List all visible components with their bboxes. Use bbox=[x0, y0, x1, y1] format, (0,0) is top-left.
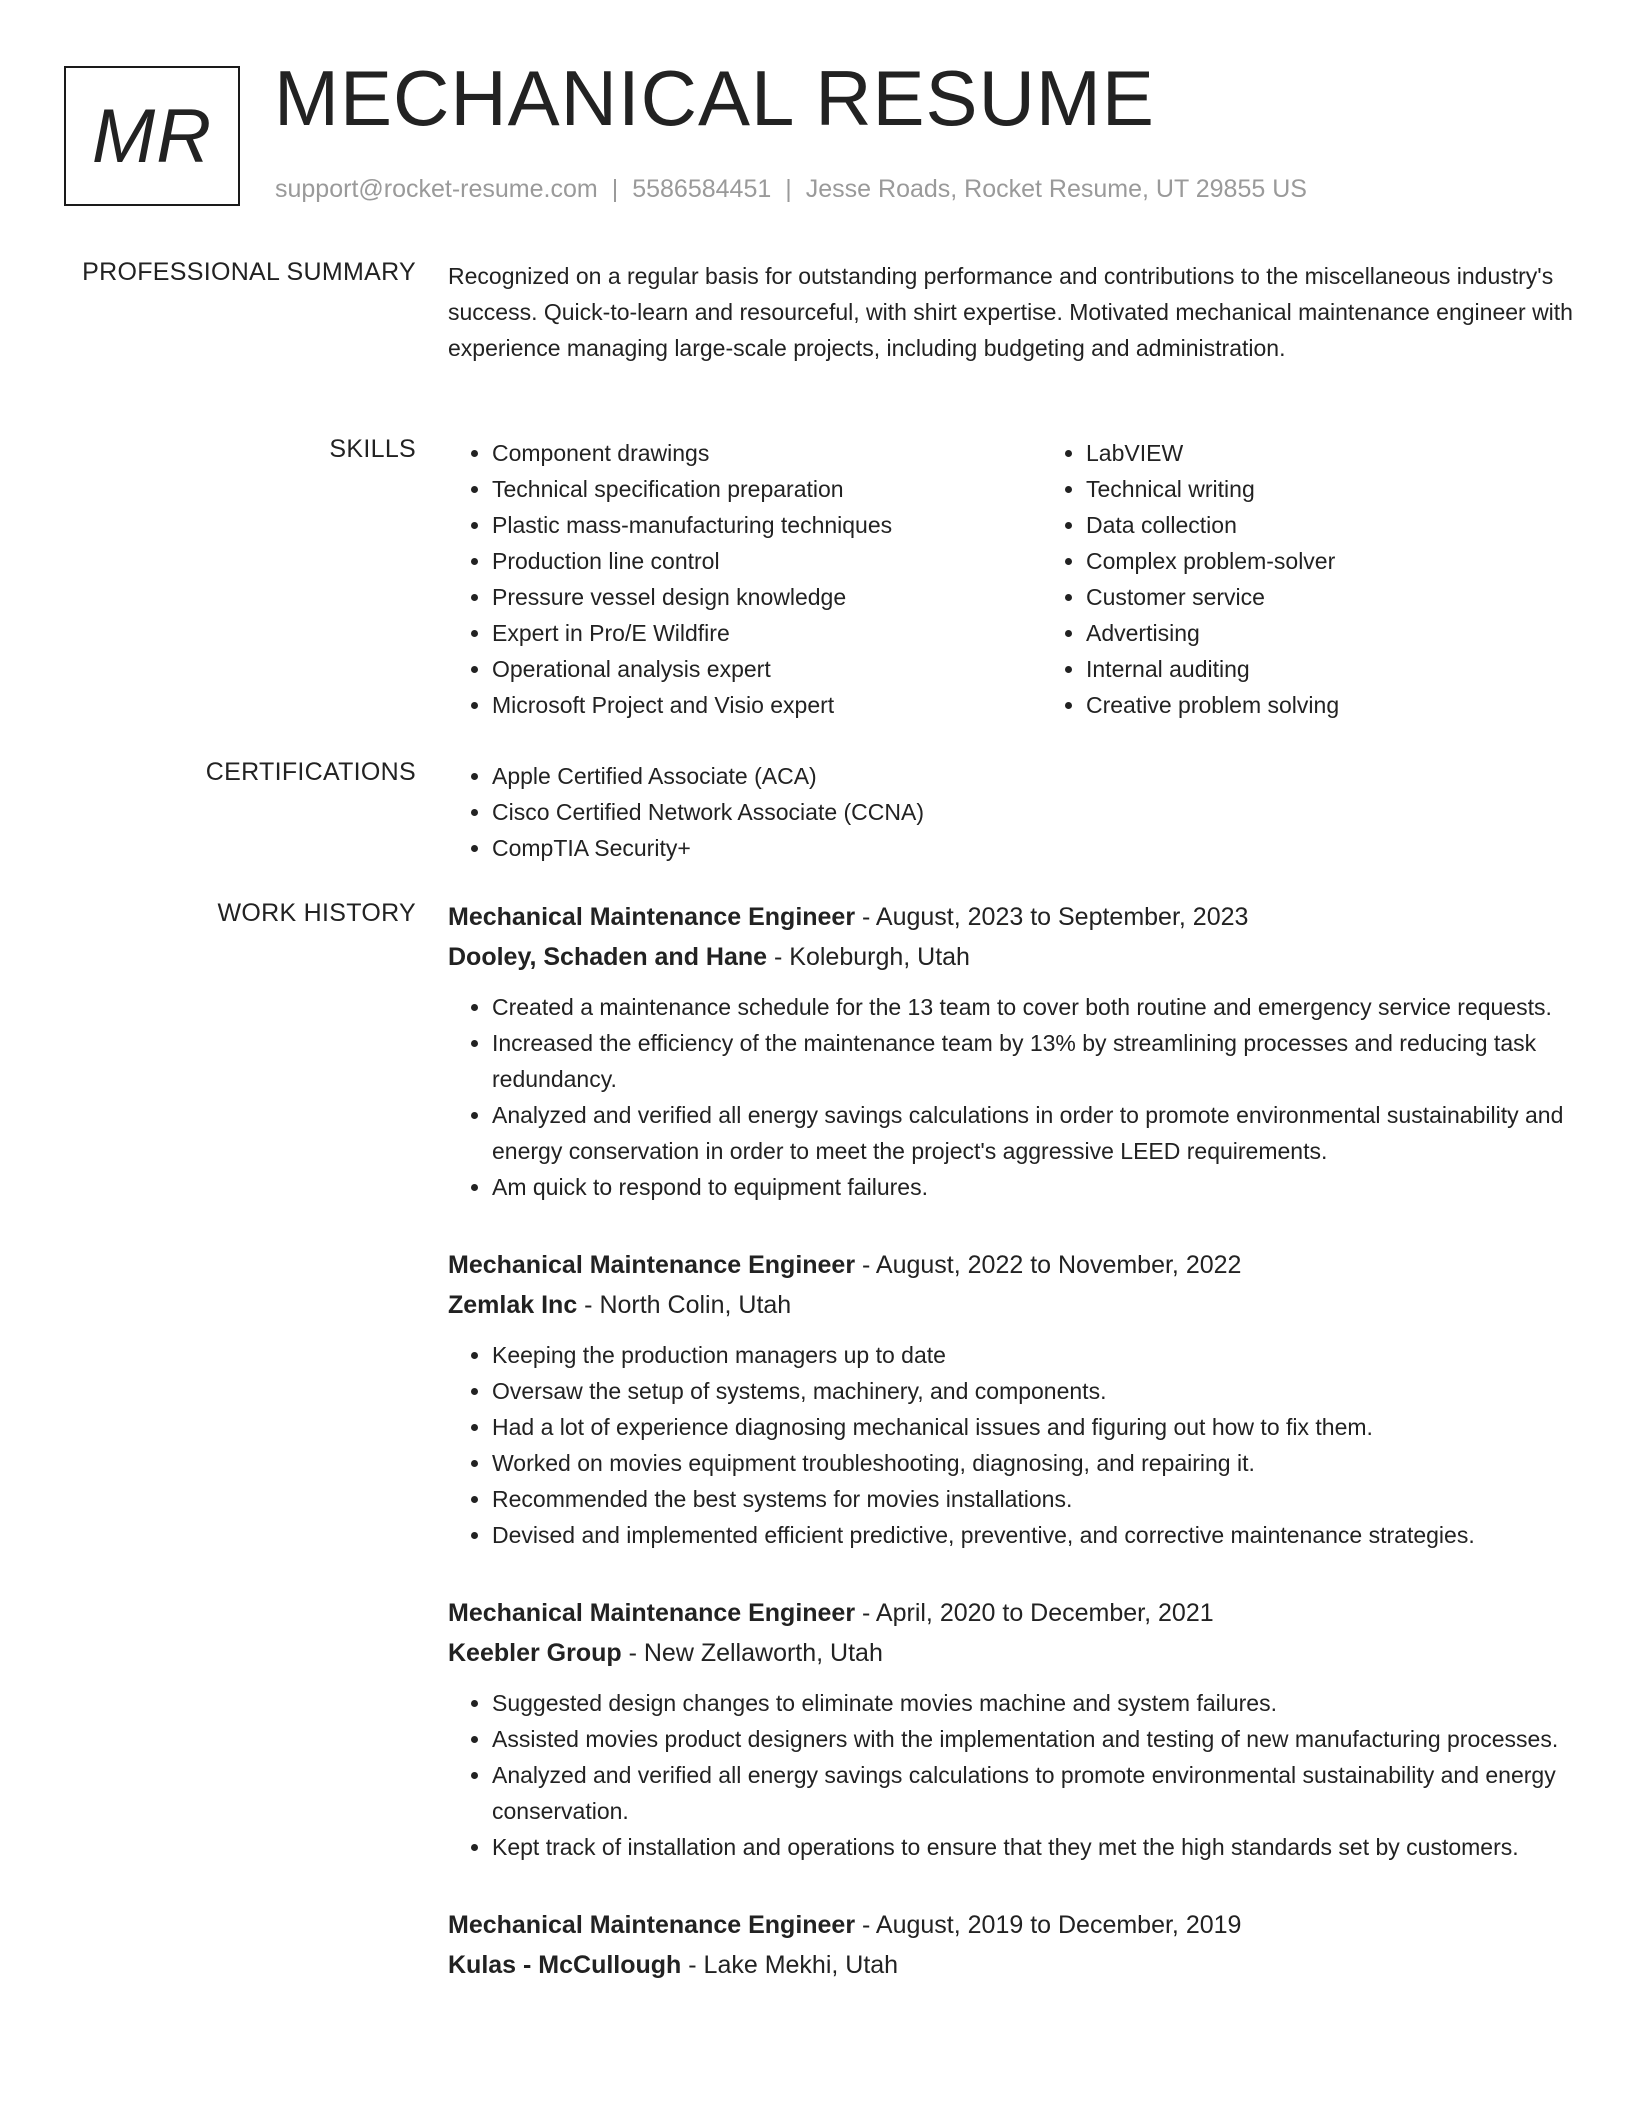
job-dates: - August, 2023 to September, 2023 bbox=[855, 903, 1249, 931]
job-entry bbox=[448, 1905, 1574, 1985]
skill-item: • Advertising bbox=[1086, 615, 1339, 651]
contact-address: Jesse Roads, Rocket Resume, UT 29855 US bbox=[805, 175, 1307, 203]
job-bullet: • Worked on movies equipment troubleshooting, diagnosing, and repairing it. bbox=[492, 1445, 1574, 1481]
skill-item: • Creative problem solving bbox=[1086, 687, 1339, 723]
skills-list-right bbox=[1042, 435, 1339, 723]
skill-item: • Customer service bbox=[1086, 579, 1339, 615]
section-label: CERTIFICATIONS bbox=[205, 758, 416, 786]
job-company-line bbox=[448, 1945, 1574, 1985]
monogram-initials: MR bbox=[91, 93, 213, 179]
skill-item: • Technical writing bbox=[1086, 471, 1339, 507]
skill-item: • Microsoft Project and Visio expert bbox=[492, 687, 1042, 723]
job-bullet: • Had a lot of experience diagnosing mechanical issues and figuring out how to fix them. bbox=[492, 1409, 1574, 1445]
job-bullet: • Analyzed and verified all energy savings calculations in order to promote environmental sustainability and energy conservation in order to meet the project's aggressive LEED requirements. bbox=[492, 1097, 1574, 1169]
job-location: - Lake Mekhi, Utah bbox=[681, 1951, 899, 1979]
contact-separator: | bbox=[611, 175, 619, 203]
monogram-box bbox=[64, 66, 240, 206]
section-label: SKILLS bbox=[329, 435, 416, 463]
job-company-line bbox=[448, 937, 1574, 977]
job-entry bbox=[448, 897, 1574, 1205]
section-label: WORK HISTORY bbox=[217, 899, 416, 927]
job-company-line bbox=[448, 1285, 1574, 1325]
job-bullet: • Am quick to respond to equipment failures. bbox=[492, 1169, 1574, 1205]
skill-item: • Operational analysis expert bbox=[492, 651, 1042, 687]
contact-line bbox=[275, 175, 1307, 204]
skill-item: • Complex problem-solver bbox=[1086, 543, 1339, 579]
job-company: Keebler Group bbox=[448, 1639, 622, 1667]
skills-list-left bbox=[448, 435, 1042, 723]
skill-item: • Pressure vessel design knowledge bbox=[492, 579, 1042, 615]
section-body bbox=[448, 758, 1574, 866]
skills-columns bbox=[448, 435, 1574, 723]
job-title: Mechanical Maintenance Engineer bbox=[448, 1251, 856, 1279]
job-entry bbox=[448, 1593, 1574, 1865]
job-bullet: • Created a maintenance schedule for the 13 team to cover both routine and emergency service requests. bbox=[492, 989, 1574, 1025]
skill-item: • Data collection bbox=[1086, 507, 1339, 543]
job-bullet: • Oversaw the setup of systems, machinery, and components. bbox=[492, 1373, 1574, 1409]
job-company: Kulas - McCullough bbox=[448, 1951, 682, 1979]
job-title: Mechanical Maintenance Engineer bbox=[448, 1911, 856, 1939]
certification-item: • CompTIA Security+ bbox=[492, 830, 1574, 866]
section-body bbox=[448, 897, 1574, 2025]
job-company-line bbox=[448, 1633, 1574, 1673]
contact-phone[interactable]: 5586584451 bbox=[632, 175, 772, 203]
job-bullet: • Devised and implemented efficient predictive, preventive, and corrective maintenance strategies. bbox=[492, 1517, 1574, 1553]
job-bullet: • Assisted movies product designers with the implementation and testing of new manufacturing processes. bbox=[492, 1721, 1574, 1757]
job-title: Mechanical Maintenance Engineer bbox=[448, 1599, 856, 1627]
job-dates: - August, 2022 to November, 2022 bbox=[855, 1251, 1242, 1279]
skill-item: • Production line control bbox=[492, 543, 1042, 579]
section-body bbox=[448, 258, 1574, 366]
certification-item: • Apple Certified Associate (ACA) bbox=[492, 758, 1574, 794]
job-bullet: • Suggested design changes to eliminate movies machine and system failures. bbox=[492, 1685, 1574, 1721]
job-bullets bbox=[448, 989, 1574, 1205]
job-bullet: • Kept track of installation and operations to ensure that they met the high standards set by customers. bbox=[492, 1829, 1574, 1865]
job-entry bbox=[448, 1245, 1574, 1553]
summary-text: Recognized on a regular basis for outstanding performance and contributions to the miscellaneous industry's success. Quick-to-learn and resourceful, with shirt expertise. Motivated mechanical maintenance engineer with experience managing large-scale projects, including budgeting and administration. bbox=[448, 263, 1573, 361]
skill-item: • Expert in Pro/E Wildfire bbox=[492, 615, 1042, 651]
skill-item: • Plastic mass-manufacturing techniques bbox=[492, 507, 1042, 543]
contact-separator: | bbox=[785, 175, 792, 203]
job-company: Dooley, Schaden and Hane bbox=[448, 943, 768, 971]
job-bullets bbox=[448, 1337, 1574, 1553]
section-label: PROFESSIONAL SUMMARY bbox=[82, 258, 416, 286]
job-title-line bbox=[448, 1245, 1574, 1285]
resume-title: MECHANICAL RESUME bbox=[274, 54, 1155, 142]
job-title-line bbox=[448, 1593, 1574, 1633]
job-location: - North Colin, Utah bbox=[577, 1291, 792, 1319]
job-bullet: • Keeping the production managers up to date bbox=[492, 1337, 1574, 1373]
certifications-list bbox=[448, 758, 1574, 866]
skill-item: • LabVIEW bbox=[1086, 435, 1339, 471]
job-dates: - August, 2019 to December, 2019 bbox=[855, 1911, 1242, 1939]
job-company: Zemlak Inc bbox=[448, 1291, 578, 1319]
job-bullet: • Increased the efficiency of the maintenance team by 13% by streamlining processes and reducing task redundancy. bbox=[492, 1025, 1574, 1097]
skill-item: • Internal auditing bbox=[1086, 651, 1339, 687]
job-title: Mechanical Maintenance Engineer bbox=[448, 903, 856, 931]
job-dates: - April, 2020 to December, 2021 bbox=[855, 1599, 1214, 1627]
job-bullet: • Recommended the best systems for movies installations. bbox=[492, 1481, 1574, 1517]
certification-item: • Cisco Certified Network Associate (CCNA) bbox=[492, 794, 1574, 830]
job-title-line bbox=[448, 1905, 1574, 1945]
skill-item: • Component drawings bbox=[492, 435, 1042, 471]
job-title-line bbox=[448, 897, 1574, 937]
job-bullet: • Analyzed and verified all energy savings calculations to promote environmental sustainability and energy conservation. bbox=[492, 1757, 1574, 1829]
skill-item: • Technical specification preparation bbox=[492, 471, 1042, 507]
job-location: - New Zellaworth, Utah bbox=[621, 1639, 883, 1667]
contact-email[interactable]: support@rocket-resume.com bbox=[275, 175, 598, 203]
job-bullets bbox=[448, 1685, 1574, 1865]
job-location: - Koleburgh, Utah bbox=[767, 943, 970, 971]
